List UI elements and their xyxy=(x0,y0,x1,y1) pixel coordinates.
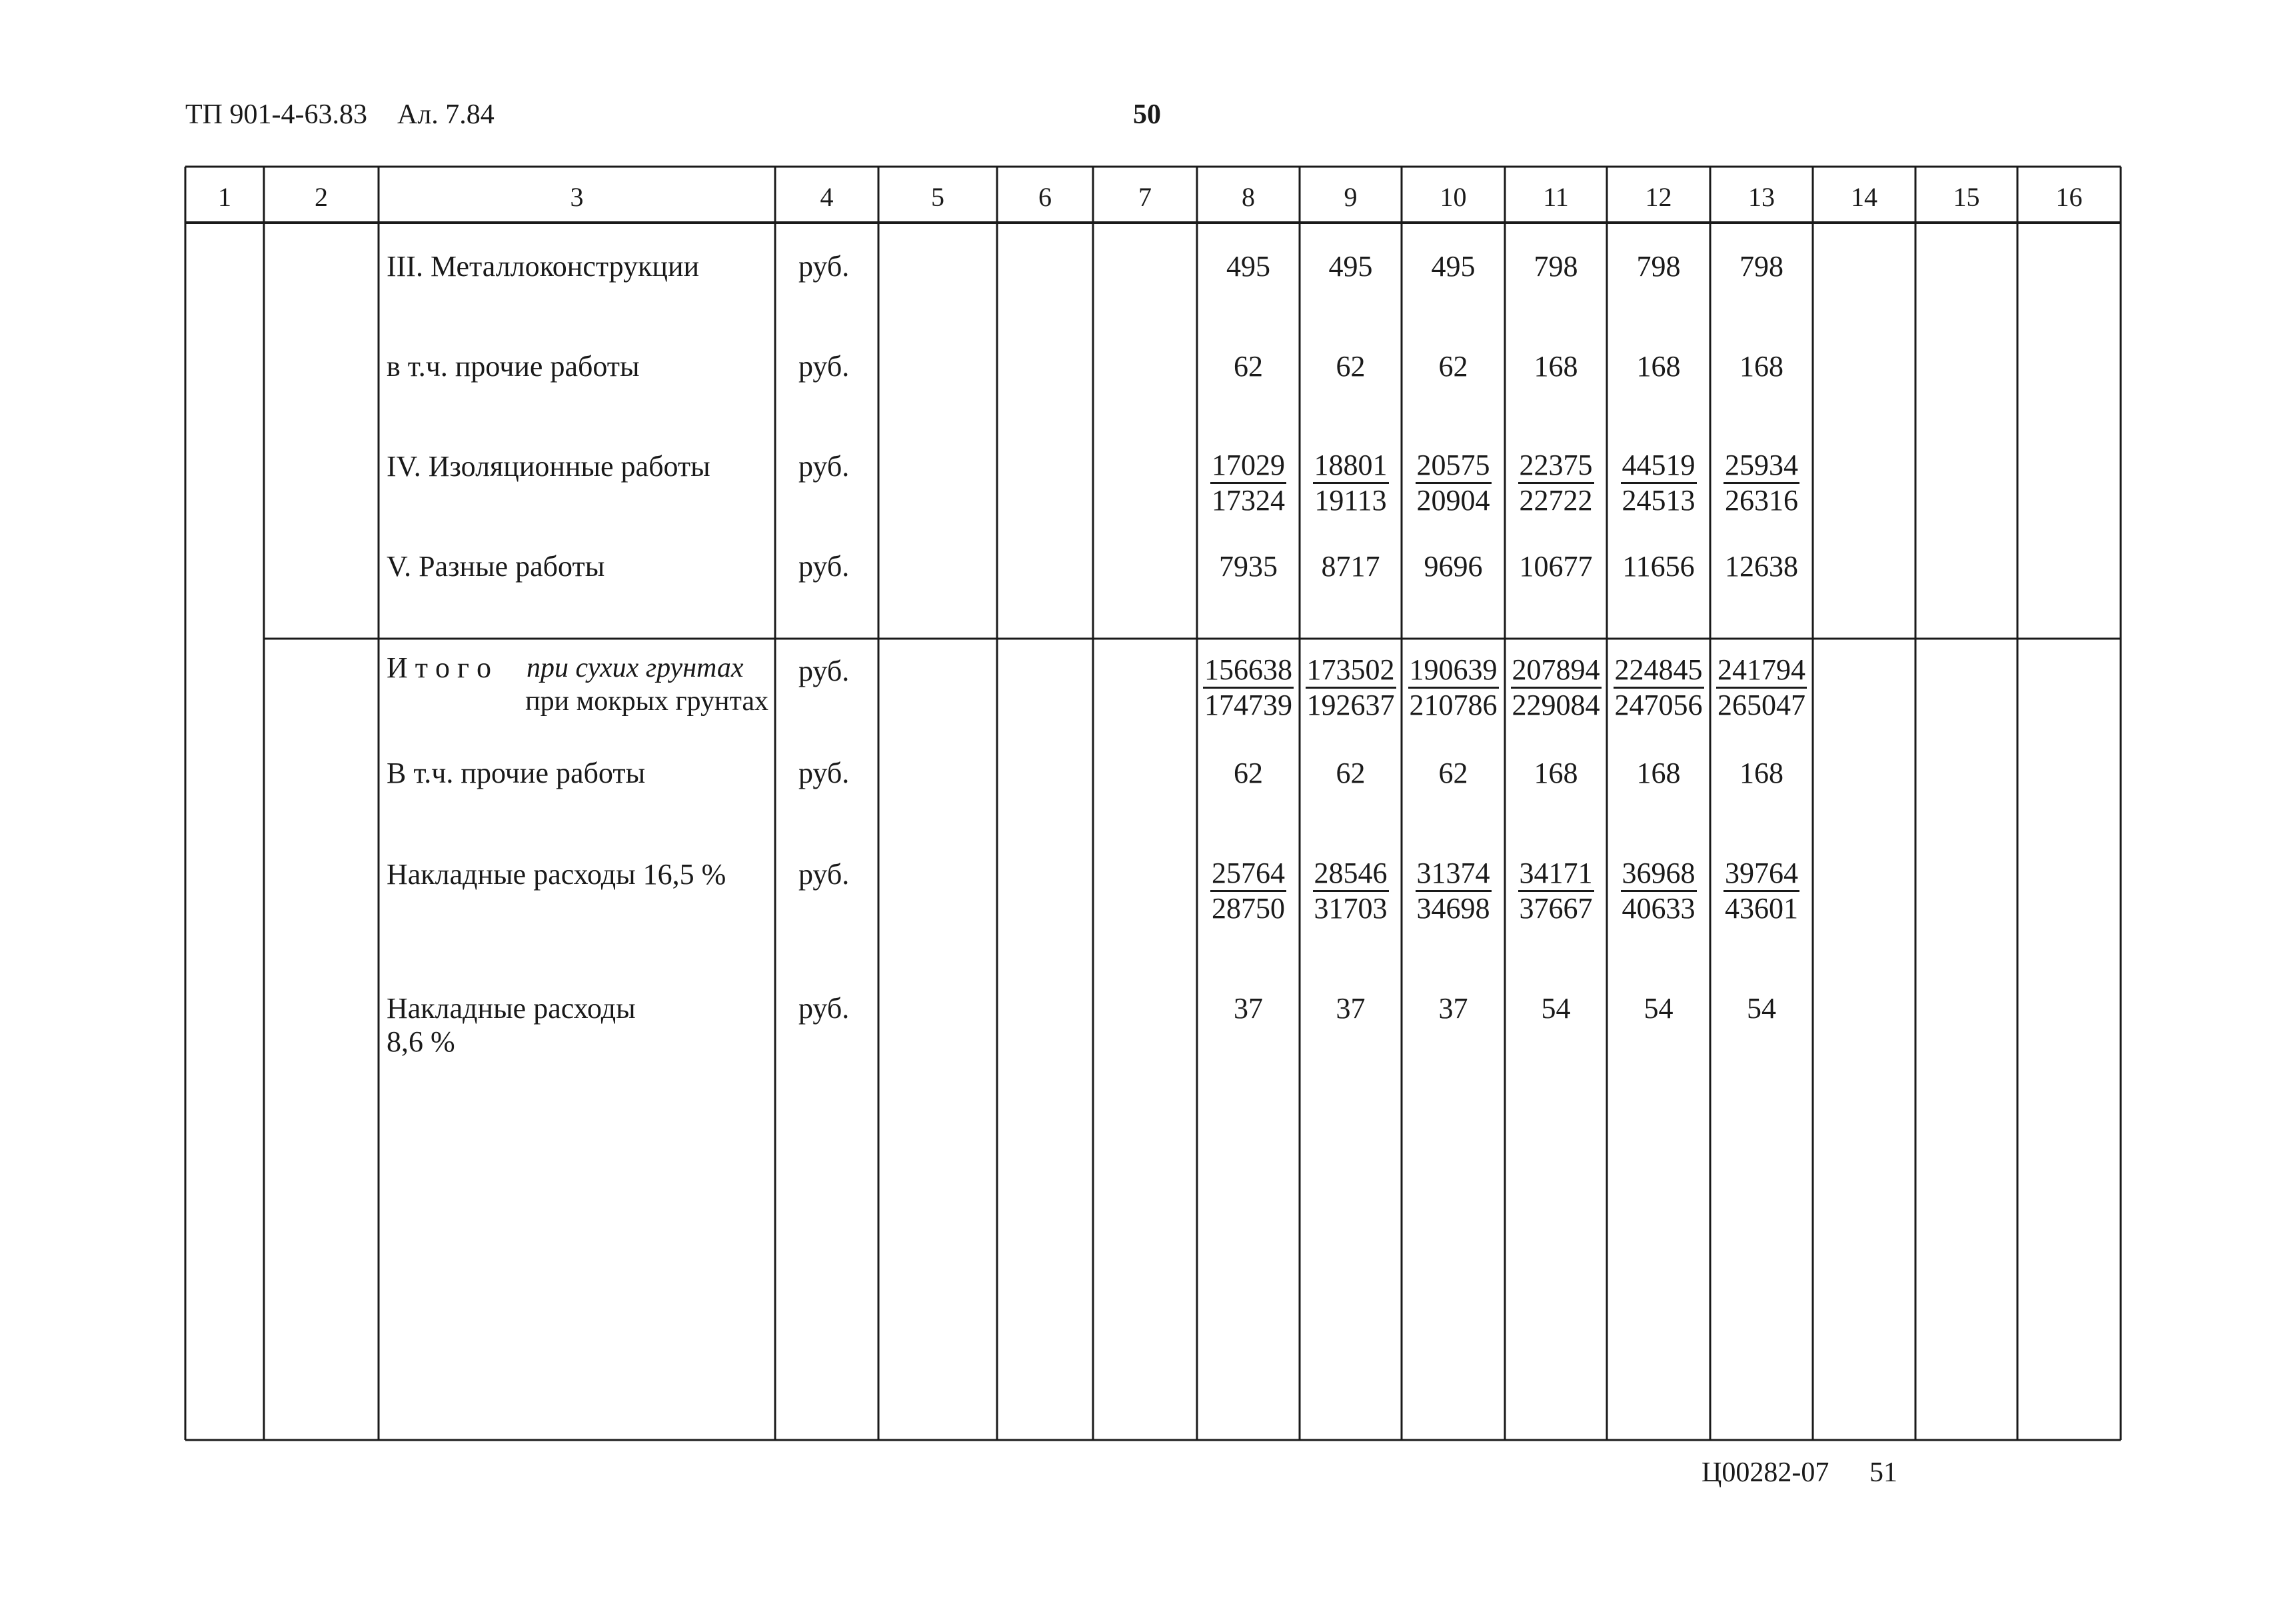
table-cell: 54 xyxy=(1747,992,1776,1025)
column-header: 13 xyxy=(1748,182,1775,212)
denominator: 22722 xyxy=(1519,484,1593,517)
denominator: 26316 xyxy=(1725,484,1798,517)
fraction-value xyxy=(1197,857,1300,925)
denominator: 28750 xyxy=(1212,892,1285,925)
table-cell: 37 xyxy=(1438,992,1468,1025)
numerator: 190639 xyxy=(1408,653,1499,689)
column-header: 7 xyxy=(1138,182,1152,212)
table-cell: 62 xyxy=(1336,350,1366,383)
row-unit: руб. xyxy=(798,757,850,789)
row-label: Накладные расходы xyxy=(387,992,636,1025)
column-header: 5 xyxy=(931,182,944,212)
column-header: 10 xyxy=(1440,182,1467,212)
footer-number: 51 xyxy=(1869,1457,1897,1488)
table-cell: 11656 xyxy=(1622,550,1695,583)
numerator: 173502 xyxy=(1306,653,1396,689)
fraction-value xyxy=(1710,857,1813,925)
table-cell: 10677 xyxy=(1519,550,1593,583)
numerator: 20575 xyxy=(1416,449,1492,484)
table-cell: 62 xyxy=(1234,350,1263,383)
numerator: 28546 xyxy=(1313,857,1389,892)
table-cell: 168 xyxy=(1739,757,1783,789)
denominator: 19113 xyxy=(1314,484,1387,517)
fraction-value xyxy=(1402,857,1505,925)
table-cell: 9696 xyxy=(1424,550,1483,583)
table-cell: 798 xyxy=(1739,250,1783,283)
table-cell: 62 xyxy=(1438,757,1468,789)
table-cell: 62 xyxy=(1234,757,1263,789)
numerator: 25934 xyxy=(1723,449,1799,484)
numerator: 34171 xyxy=(1518,857,1594,892)
document-code: ТП 901-4-63.83 xyxy=(185,99,367,130)
numerator: 39764 xyxy=(1723,857,1799,892)
table-cell: 12638 xyxy=(1725,550,1798,583)
fraction-value xyxy=(1505,857,1607,925)
table-cell: 54 xyxy=(1644,992,1674,1025)
row-label: IV. Изоляционные работы xyxy=(387,450,710,483)
numerator: 44519 xyxy=(1621,449,1697,484)
row-unit: руб. xyxy=(798,350,850,383)
row-unit: руб. xyxy=(798,992,850,1025)
row-unit: руб. xyxy=(798,450,850,483)
denominator: 20904 xyxy=(1416,484,1490,517)
column-header: 1 xyxy=(218,182,231,212)
denominator: 229084 xyxy=(1512,689,1600,721)
table-cell: 168 xyxy=(1636,757,1681,789)
numerator: 31374 xyxy=(1416,857,1492,892)
numerator: 156638 xyxy=(1203,653,1294,689)
column-header: 12 xyxy=(1645,182,1672,212)
row-unit: руб. xyxy=(798,655,850,687)
column-header: 9 xyxy=(1344,182,1358,212)
fraction-value xyxy=(1402,449,1505,517)
row-label-sub: при сухих грунтах xyxy=(527,653,744,683)
fraction-value xyxy=(1710,449,1813,517)
fraction-value xyxy=(1402,653,1505,722)
row-label: И т о г о xyxy=(387,651,492,684)
table-cell: 62 xyxy=(1336,757,1366,789)
row-label-sub: 8,6 % xyxy=(387,1025,455,1058)
table-cell: 495 xyxy=(1431,250,1476,283)
denominator: 210786 xyxy=(1409,689,1498,721)
fraction-value xyxy=(1505,449,1607,517)
denominator: 247056 xyxy=(1614,689,1703,721)
column-header: 6 xyxy=(1038,182,1052,212)
row-unit: руб. xyxy=(798,858,850,891)
row-unit: руб. xyxy=(798,250,850,283)
fraction-value xyxy=(1607,449,1710,517)
table-cell: 37 xyxy=(1234,992,1263,1025)
numerator: 241794 xyxy=(1716,653,1807,689)
denominator: 40633 xyxy=(1622,892,1696,925)
table-cell: 168 xyxy=(1636,350,1681,383)
row-label-sub: при мокрых грунтах xyxy=(525,686,768,717)
row-label: III. Металлоконструкции xyxy=(387,250,700,283)
fraction-value xyxy=(1300,653,1402,722)
table-cell: 62 xyxy=(1438,350,1468,383)
denominator: 24513 xyxy=(1622,484,1696,517)
row-unit: руб. xyxy=(798,550,850,583)
fraction-value xyxy=(1505,653,1607,722)
table-cell: 168 xyxy=(1739,350,1783,383)
numerator: 207894 xyxy=(1511,653,1602,689)
table-cell: 7935 xyxy=(1219,550,1278,583)
row-label: V. Разные работы xyxy=(387,550,605,583)
denominator: 37667 xyxy=(1519,892,1593,925)
column-header: 11 xyxy=(1543,182,1569,212)
denominator: 174739 xyxy=(1204,689,1292,721)
numerator: 25764 xyxy=(1210,857,1286,892)
denominator: 43601 xyxy=(1725,892,1798,925)
fraction-value xyxy=(1607,653,1710,722)
fraction-value xyxy=(1710,653,1813,722)
denominator: 192637 xyxy=(1306,689,1395,721)
numerator: 224845 xyxy=(1614,653,1704,689)
row-label: в т.ч. прочие работы xyxy=(387,350,640,383)
fraction-value xyxy=(1300,449,1402,517)
column-header: 8 xyxy=(1242,182,1255,212)
table-cell: 495 xyxy=(1226,250,1270,283)
table-cell: 495 xyxy=(1328,250,1373,283)
sheet-reference: Ал. 7.84 xyxy=(397,99,495,130)
table-cell: 798 xyxy=(1534,250,1578,283)
table-cell: 8717 xyxy=(1321,550,1380,583)
column-header: 4 xyxy=(820,182,834,212)
table-cell: 168 xyxy=(1534,350,1578,383)
numerator: 36968 xyxy=(1621,857,1697,892)
footer-code: Ц00282-07 xyxy=(1702,1457,1829,1488)
fraction-value xyxy=(1197,653,1300,722)
denominator: 34698 xyxy=(1416,892,1490,925)
column-header: 2 xyxy=(315,182,328,212)
denominator: 31703 xyxy=(1314,892,1388,925)
column-header: 16 xyxy=(2055,182,2083,212)
column-header: 15 xyxy=(1953,182,1980,212)
numerator: 18801 xyxy=(1313,449,1389,484)
denominator: 17324 xyxy=(1212,484,1285,517)
table-cell: 37 xyxy=(1336,992,1366,1025)
table-cell: 798 xyxy=(1636,250,1681,283)
fraction-value xyxy=(1197,449,1300,517)
column-header: 14 xyxy=(1851,182,1877,212)
denominator: 265047 xyxy=(1718,689,1805,721)
row-label: Накладные расходы 16,5 % xyxy=(387,858,726,891)
column-header: 3 xyxy=(570,182,584,212)
table-cell: 168 xyxy=(1534,757,1578,789)
table-cell: 54 xyxy=(1541,992,1571,1025)
fraction-value xyxy=(1300,857,1402,925)
numerator: 17029 xyxy=(1210,449,1286,484)
numerator: 22375 xyxy=(1518,449,1594,484)
page-number: 50 xyxy=(1133,99,1161,130)
row-label: В т.ч. прочие работы xyxy=(387,757,646,789)
fraction-value xyxy=(1607,857,1710,925)
